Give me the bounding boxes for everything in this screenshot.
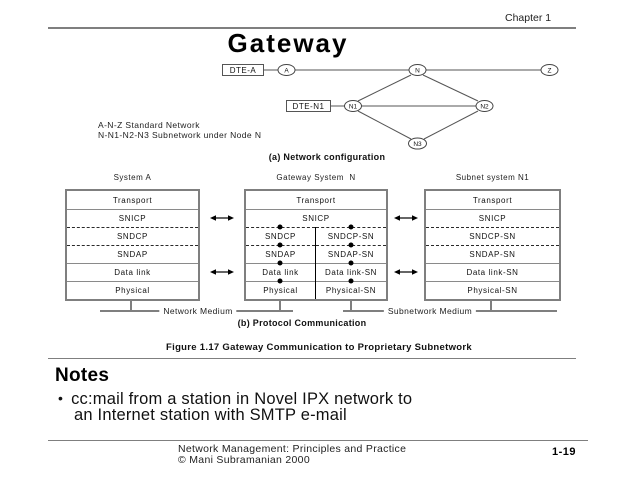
- link-n-n2: [423, 75, 478, 101]
- network-diagram: [0, 0, 640, 175]
- layer-row: [67, 209, 198, 227]
- notes-text: an Internet station with SMTP e-mail: [74, 406, 347, 424]
- double-arrow-icon: [394, 214, 418, 222]
- layer-label: SNICP: [478, 214, 507, 223]
- layer-label: Physical-SN: [325, 286, 377, 295]
- stack-subnet-n1: [424, 189, 561, 301]
- layer-row: [246, 209, 386, 227]
- layer-label: Physical: [263, 286, 298, 295]
- layer-row: [67, 227, 198, 245]
- layer-label: SNDAP: [117, 250, 148, 259]
- layer-label: SNDAP: [265, 250, 296, 259]
- layer-row: [67, 281, 198, 299]
- layer-row: [426, 191, 559, 209]
- bullet-icon: •: [58, 390, 64, 406]
- page-number: 1-19: [552, 446, 577, 458]
- link-n-n1: [358, 75, 411, 101]
- caption-protocol-communication: (b) Protocol Communication: [237, 318, 367, 328]
- node-n1-label: N1: [348, 103, 358, 111]
- junction-dot: [349, 261, 354, 266]
- layer-label: SNICP: [118, 214, 147, 223]
- footer-book-title: Network Management: Principles and Practice: [178, 443, 407, 455]
- layer-row: [426, 209, 559, 227]
- layer-label: Data link: [262, 268, 299, 277]
- caption-network-configuration: (a) Network configuration: [268, 152, 386, 162]
- junction-dot: [278, 261, 283, 266]
- notes-bullet-line-2: [74, 406, 347, 425]
- layer-label: Physical: [115, 286, 150, 295]
- layer-label: Transport: [296, 195, 336, 205]
- link-n2-n3: [424, 111, 478, 139]
- page-title: Gateway: [227, 28, 349, 58]
- legend-line-2: N-N1-N2-N3 Subnetwork under Node N: [98, 130, 262, 140]
- layer-row: [426, 263, 559, 281]
- stack-header-subnet-n1: Subnet system N1: [455, 173, 530, 182]
- double-arrow-icon: [394, 268, 418, 276]
- footer-rule: [48, 440, 588, 442]
- double-arrow-icon: [210, 214, 234, 222]
- layer-label: SNDCP-SN: [469, 232, 516, 241]
- layer-row: [67, 191, 198, 209]
- layer-label: Transport: [112, 195, 153, 205]
- layer-label: Data link-SN: [466, 268, 519, 277]
- layer-row: [426, 281, 559, 299]
- node-n2-label: N2: [480, 103, 489, 111]
- layer-label: Transport: [472, 195, 513, 205]
- layer-label: SNDCP: [264, 232, 296, 241]
- junction-dot: [278, 243, 283, 248]
- layer-row: [246, 281, 315, 299]
- stack-gateway: [244, 189, 388, 301]
- dte-a-label: DTE-A: [229, 66, 257, 75]
- layer-row: [67, 245, 198, 263]
- layer-label: SNDAP-SN: [327, 250, 375, 259]
- junction-dot: [349, 279, 354, 284]
- chapter-label: Chapter 1: [505, 12, 552, 24]
- layer-label: Physical-SN: [467, 286, 518, 295]
- layer-row: [246, 191, 386, 209]
- layer-label: SNDCP-SN: [327, 232, 375, 241]
- node-a-label: A: [284, 67, 289, 75]
- stack-system-a: [65, 189, 200, 301]
- layer-label: SNDAP-SN: [469, 250, 516, 259]
- notes-divider: [48, 358, 576, 360]
- layer-row: [316, 281, 386, 299]
- layer-label: SNICP: [302, 214, 330, 223]
- network-medium-label: Network Medium: [159, 306, 236, 317]
- junction-dot: [349, 225, 354, 230]
- stack-header-system-a: System A: [113, 173, 152, 182]
- node-z-label: Z: [547, 67, 552, 75]
- junction-dot: [349, 243, 354, 248]
- double-arrow-icon: [210, 268, 234, 276]
- figure-caption: Figure 1.17 Gateway Communication to Proprietary Subnetwork: [166, 342, 472, 353]
- link-n1-n3: [358, 111, 411, 139]
- dte-n1-label: DTE-N1: [292, 102, 325, 111]
- layer-row: [426, 245, 559, 263]
- notes-text: cc:mail from a station in Novel IPX network to: [71, 390, 413, 408]
- stack-header-gateway: Gateway System N: [276, 173, 356, 182]
- legend-line-1: A-N-Z Standard Network: [98, 120, 200, 130]
- gateway-split-section: [246, 227, 386, 299]
- layer-row: [67, 263, 198, 281]
- junction-dot: [278, 279, 283, 284]
- layer-label: Data link-SN: [324, 268, 378, 277]
- subnetwork-medium-label: Subnetwork Medium: [384, 306, 476, 317]
- node-n3-label: N3: [413, 141, 422, 148]
- layer-label: Data link: [114, 268, 151, 277]
- footer-copyright: © Mani Subramanian 2000: [178, 454, 310, 466]
- layer-row: [426, 227, 559, 245]
- layer-label: SNDCP: [116, 232, 148, 241]
- node-n-label: N: [415, 67, 420, 75]
- notes-heading: Notes: [55, 365, 110, 386]
- junction-dot: [278, 225, 283, 230]
